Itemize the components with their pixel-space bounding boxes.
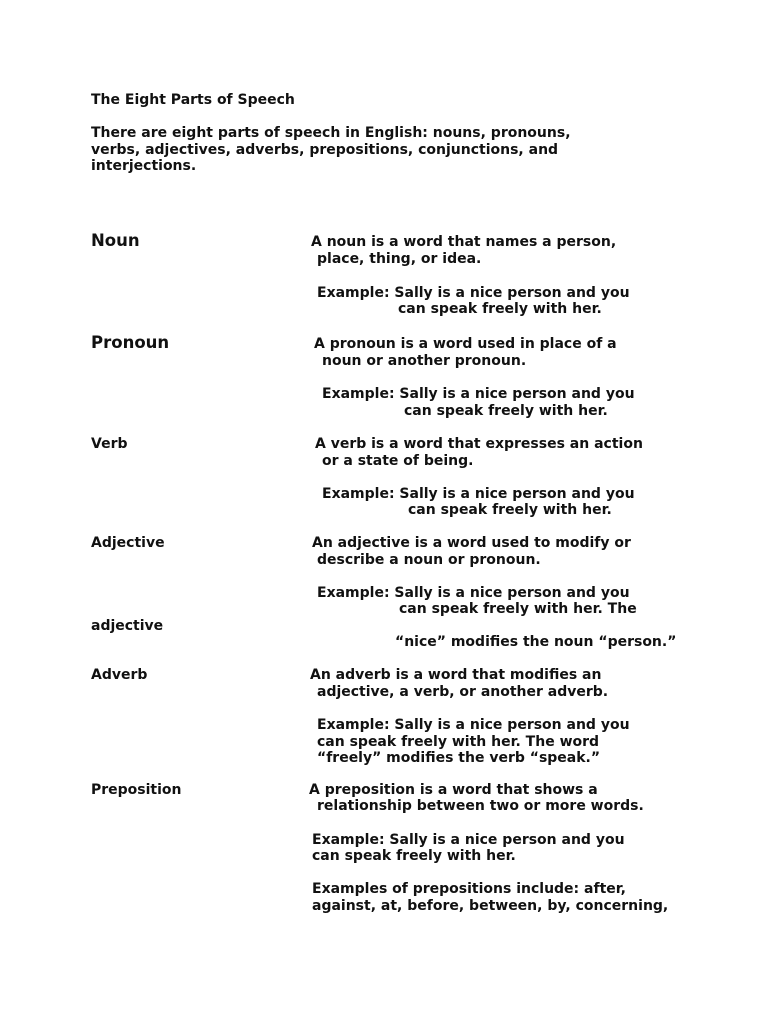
example-line: Example: Sally is a nice person and you <box>317 585 630 601</box>
definition-line: An adjective is a word used to modify or <box>312 535 631 551</box>
term-verb: Verb <box>91 436 128 452</box>
example-line: Examples of prepositions include: after, <box>312 881 626 897</box>
page-title: The Eight Parts of Speech <box>91 92 295 108</box>
definition-line: A verb is a word that expresses an action <box>315 436 643 452</box>
definition-line: place, thing, or idea. <box>317 251 482 267</box>
definition-line: relationship between two or more words. <box>317 798 644 814</box>
definition-line: A preposition is a word that shows a <box>309 782 598 798</box>
definition-line: An adverb is a word that modifies an <box>310 667 602 683</box>
example-line: Example: Sally is a nice person and you <box>312 832 625 848</box>
example-line: “freely” modifies the verb “speak.” <box>317 750 601 766</box>
example-line: against, at, before, between, by, concerning, <box>312 898 669 914</box>
term-pronoun: Pronoun <box>91 333 170 352</box>
definition-line: describe a noun or pronoun. <box>317 552 541 568</box>
example-line: can speak freely with her. <box>404 403 608 419</box>
example-line: Example: Sally is a nice person and you <box>322 386 635 402</box>
intro-line: There are eight parts of speech in English: nouns, pronouns, <box>91 125 571 141</box>
term-adverb: Adverb <box>91 667 148 683</box>
definition-line: A noun is a word that names a person, <box>311 234 617 250</box>
example-line: Example: Sally is a nice person and you <box>317 717 630 733</box>
example-line: Example: Sally is a nice person and you <box>317 285 630 301</box>
definition-line: adjective, a verb, or another adverb. <box>317 684 609 700</box>
example-line: can speak freely with her. <box>408 502 612 518</box>
term-adjective-wrap: adjective <box>91 618 164 634</box>
intro-line: verbs, adjectives, adverbs, prepositions, conjunctions, and <box>91 142 559 158</box>
example-line: can speak freely with her. <box>398 301 602 317</box>
definition-line: or a state of being. <box>322 453 474 469</box>
intro-line: interjections. <box>91 158 197 174</box>
example-line: Example: Sally is a nice person and you <box>322 486 635 502</box>
term-preposition: Preposition <box>91 782 182 798</box>
example-line: can speak freely with her. The word <box>317 734 600 750</box>
term-noun: Noun <box>91 231 140 250</box>
example-line: can speak freely with her. <box>312 848 516 864</box>
example-line: can speak freely with her. The <box>399 601 637 617</box>
definition-line: A pronoun is a word used in place of a <box>314 336 617 352</box>
definition-line: noun or another pronoun. <box>322 353 527 369</box>
term-adjective: Adjective <box>91 535 165 551</box>
example-line: “nice” modifies the noun “person.” <box>395 634 677 650</box>
